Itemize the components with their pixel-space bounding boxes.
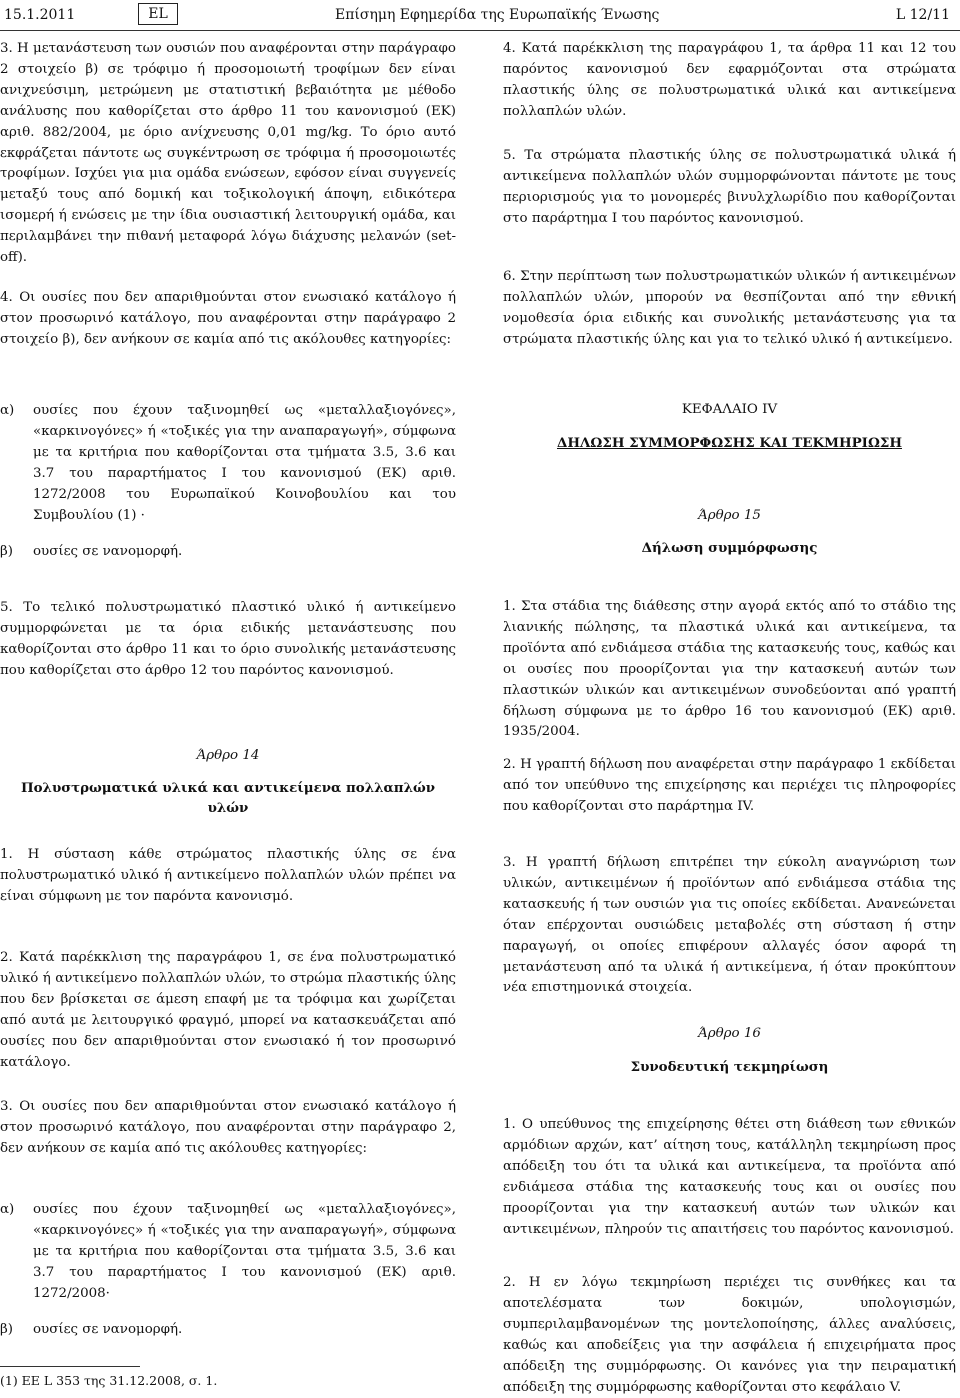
journal-title: Επίσημη Εφημερίδα της Ευρωπαϊκής Ένωσης bbox=[335, 7, 660, 23]
art14-list-label-a: α) bbox=[0, 1202, 15, 1217]
article-16-title: Συνοδευτική τεκμηρίωση bbox=[630, 1059, 829, 1075]
paragraph-4: 4. Οι ουσίες που δεν απαριθμούνται στον ενωσιακό κατάλογο ή στον προσωρινό κατάλογο, που αναφέρονται στην παράγραφο 2 στοιχείο β), δεν ανήκουν σε καμία από τις ακόλουθες κατηγορίες: bbox=[0, 290, 456, 347]
list-label-b: β) bbox=[0, 544, 13, 559]
page-header bbox=[0, 0, 960, 30]
art14-list-item-b bbox=[0, 1320, 456, 1341]
art14-paragraph-2: 2. Κατά παρέκκλιση της παραγράφου 1, σε ένα πολυστρωματικό υλικό ή αντικείμενο πολλαπλών υλών, το στρώμα πλαστικής ύλης που δεν βρίσκεται σε άμεση επαφή με τα τρόφιμα και χωρίζεται από αυτά με λειτουργικό φραγμό, μπορεί να κατασκευάζεται από ουσίες που δεν απαριθμούνται στον ενωσιακό ή τον προσωρινό κατάλογο. bbox=[0, 950, 456, 1070]
paragraph-5: 5. Το τελικό πολυστρωματικό πλαστικό υλικό ή αντικείμενο συμμορφώνεται με τα όρια ειδικής μετανάστευσης που καθορίζονται στο άρθρο 11 και το όριο συνολικής μετανάστευσης που καθορίζεται στο άρθρο 12 του παρόντος κανονισμού. bbox=[0, 600, 456, 678]
article-14-title: Πολυστρωματικά υλικά και αντικείμενα πολλαπλών υλών bbox=[20, 780, 436, 816]
chapter-number: ΚΕΦΑΛΑΙΟ IV bbox=[681, 402, 778, 417]
art13-paragraph-4: 4. Κατά παρέκκλιση της παραγράφου 1, τα άρθρα 11 και 12 του παρόντος κανονισμού δεν εφαρμόζονται στα στρώματα πλαστικής ύλης σε πολυστρωματικά υλικά και αντικείμενα πολλαπλών υλών. bbox=[503, 41, 956, 119]
article-14-number: Άρθρο 14 bbox=[196, 748, 260, 763]
art15-paragraph-3: 3. Η γραπτή δήλωση επιτρέπει την εύκολη αναγνώριση των υλικών, αντικειμένων ή προϊόντων από ενδιάμεσα στάδια της κατασκευής ή των ουσιών για τις οποίες εκδίδεται. Ανανεώνεται όταν επέρχονται ουσιώδεις μεταβολές στη σύσταση ή στην παραγωγή, οι οποίες επιφέρουν αλλαγές όσον αφορά τη μετανάστευση από τα υλικά ή αντικείμενα, ή όταν προκύπτουν νέα επιστημονικά στοιχεία. bbox=[503, 855, 956, 996]
art14-paragraph-1: 1. Η σύσταση κάθε στρώματος πλαστικής ύλης σε ένα πολυστρωματικό υλικό ή αντικείμενο πολλαπλών υλών πρέπει να είναι σύμφωνη με τον παρόντα κανονισμό. bbox=[0, 847, 456, 904]
footnote-rule bbox=[0, 1366, 140, 1367]
art14-list-text-a: ουσίες που έχουν ταξινομηθεί ως «μεταλλαξιογόνες», «καρκινογόνες» ή «τοξικές για την αναπαραγωγή», σύμφωνα με τα κριτήρια που καθορίζονται στα τμήματα 3.5, 3.6 και 3.7 του παραρτήματος I του κανονισμού (ΕΚ) αριθ. 1272/2008· bbox=[33, 1202, 456, 1301]
header-rule bbox=[0, 30, 960, 31]
art14-list-text-b: ουσίες σε νανομορφή. bbox=[33, 1322, 183, 1337]
art15-paragraph-1: 1. Στα στάδια της διάθεσης στην αγορά εκτός από το στάδιο της λιανικής πώλησης, τα πλαστικά υλικά και αντικείμενα, τα προϊόντα από ενδιάμεσα στάδια της κατασκευής τους, καθώς και οι ουσίες που προορίζονται για την κατασκευή αυτών των πλαστικών υλικών και αντικειμένων συνοδεύονται από γραπτή δήλωση σύμφωνα με το άρθρο 16 του κανονισμού (ΕΚ) αριθ. 1935/2004. bbox=[503, 599, 956, 740]
art14-paragraph-3: 3. Οι ουσίες που δεν απαριθμούνται στον ενωσιακό κατάλογο ή στον προσωρινό κατάλογο, που αναφέρονται στην παράγραφο 2, δεν ανήκουν σε καμία από τις ακόλουθες κατηγορίες: bbox=[0, 1099, 456, 1156]
art14-list-label-b: β) bbox=[0, 1322, 13, 1337]
article-15-title: Δήλωση συμμόρφωσης bbox=[641, 540, 818, 556]
publication-date: 15.1.2011 bbox=[4, 7, 76, 23]
article-16-number: Άρθρο 16 bbox=[698, 1026, 761, 1041]
art15-paragraph-2: 2. Η γραπτή δήλωση που αναφέρεται στην παράγραφο 1 εκδίδεται από τον υπεύθυνο της επιχείρησης και περιέχει τις πληροφορίες που καθορίζονται στο παράρτημα IV. bbox=[503, 757, 956, 814]
list-label-a: α) bbox=[0, 403, 15, 418]
art13-paragraph-6: 6. Στην περίπτωση των πολυστρωματικών υλικών ή αντικειμένων πολλαπλών υλών, μπορούν να θεσπίζονται από την εθνική νομοθεσία όρια ειδικής και συνολικής μετανάστευσης για τα στρώματα πλαστικής ύλης και για το τελικό υλικό ή αντικείμενο. bbox=[503, 269, 956, 347]
list-text-b: ουσίες σε νανομορφή. bbox=[33, 544, 183, 559]
art13-paragraph-5: 5. Τα στρώματα πλαστικής ύλης σε πολυστρωματικά υλικά ή αντικείμενα πολλαπλών υλών συμμορφώνονται πάντοτε με τους περιορισμούς για το μονομερές βινυλχλωρίδιο που καθορίζονται στο παράρτημα I του παρόντος κανονισμού. bbox=[503, 148, 956, 226]
footnote: (1) ΕΕ L 353 της 31.12.2008, σ. 1. bbox=[0, 1373, 218, 1388]
paragraph-3: 3. Η μετανάστευση των ουσιών που αναφέρονται στην παράγραφο 2 στοιχείο β) σε τρόφιμο ή προσομοιωτή τροφίμων δεν είναι ανιχνεύσιμη, μετρώμενη με στατιστική βεβαιότητα με μέθοδο ανάλυσης που καθορίζεται στο άρθρο 11 του κανονισμού (ΕΚ) αριθ. 882/2004, με όριο ανίχνευσης 0,01 mg/kg. Το όριο αυτό εκφράζεται πάντοτε ως συγκέντρωση σε τρόφιμα ή προσομοιωτές τροφίμων. Ισχύει για μια ομάδα ενώσεων, εφόσον είναι συγγενείς μεταξύ τους από δομική και τοξικολογική άποψη, ειδικότερα ισομερή ή ενώσεις με την ίδια ουσιαστική λειτουργική ομάδα, και περιλαμβάνει την πιθανή μεταφορά λόγω διάχυσης μελανών (set-off). bbox=[0, 41, 456, 266]
art16-paragraph-2: 2. Η εν λόγω τεκμηρίωση περιέχει τις συνθήκες και τα αποτελέσματα των δοκιμών, υπολογισμών, συμπεριλαμβανομένων της μοντελοποίησης, άλλες αναλύσεις, καθώς και αποδείξεις για την ασφάλεια ή επιχειρήματα προς απόδειξη της συμμόρφωσης. Οι κανόνες για την πειραματική απόδειξη της συμμόρφωσης καθορίζονται στο κεφάλαιο V. bbox=[503, 1275, 956, 1395]
art16-paragraph-1: 1. Ο υπεύθυνος της επιχείρησης θέτει στη διάθεση των εθνικών αρμόδιων αρχών, κατ’ αίτηση τους, κατάλληλη τεκμηρίωση προς απόδειξη του ότι τα υλικά και αντικείμενα, τα προϊόντα από ενδιάμεσα στάδια της κατασκευής τους και οι ουσίες που προορίζονται για την κατασκευή αυτών των υλικών και αντικειμένων, πληρούν τις απαιτήσεις του παρόντος κανονισμού. bbox=[503, 1117, 956, 1237]
language-code: EL bbox=[138, 3, 178, 25]
list-item-b bbox=[0, 542, 456, 563]
list-text-a: ουσίες που έχουν ταξινομηθεί ως «μεταλλαξιογόνες», «καρκινογόνες» ή «τοξικές για την αναπαραγωγή», σύμφωνα με τα κριτήρια που καθορίζονται στα τμήματα 3.5, 3.6 και 3.7 του παραρτήματος I του κανονισμού (ΕΚ) αριθ. 1272/2008 του Ευρωπαϊκού Κοινοβουλίου και του Συμβουλίου (1) · bbox=[33, 403, 456, 523]
chapter-title: ΔΗΛΩΣΗ ΣΥΜΜΟΡΦΩΣΗΣ ΚΑΙ ΤΕΚΜΗΡΙΩΣΗ bbox=[557, 435, 902, 451]
page-number: L 12/11 bbox=[895, 7, 950, 23]
article-15-number: Άρθρο 15 bbox=[698, 508, 761, 523]
art14-list-item-a bbox=[0, 1200, 456, 1301]
list-item-a bbox=[0, 401, 456, 523]
